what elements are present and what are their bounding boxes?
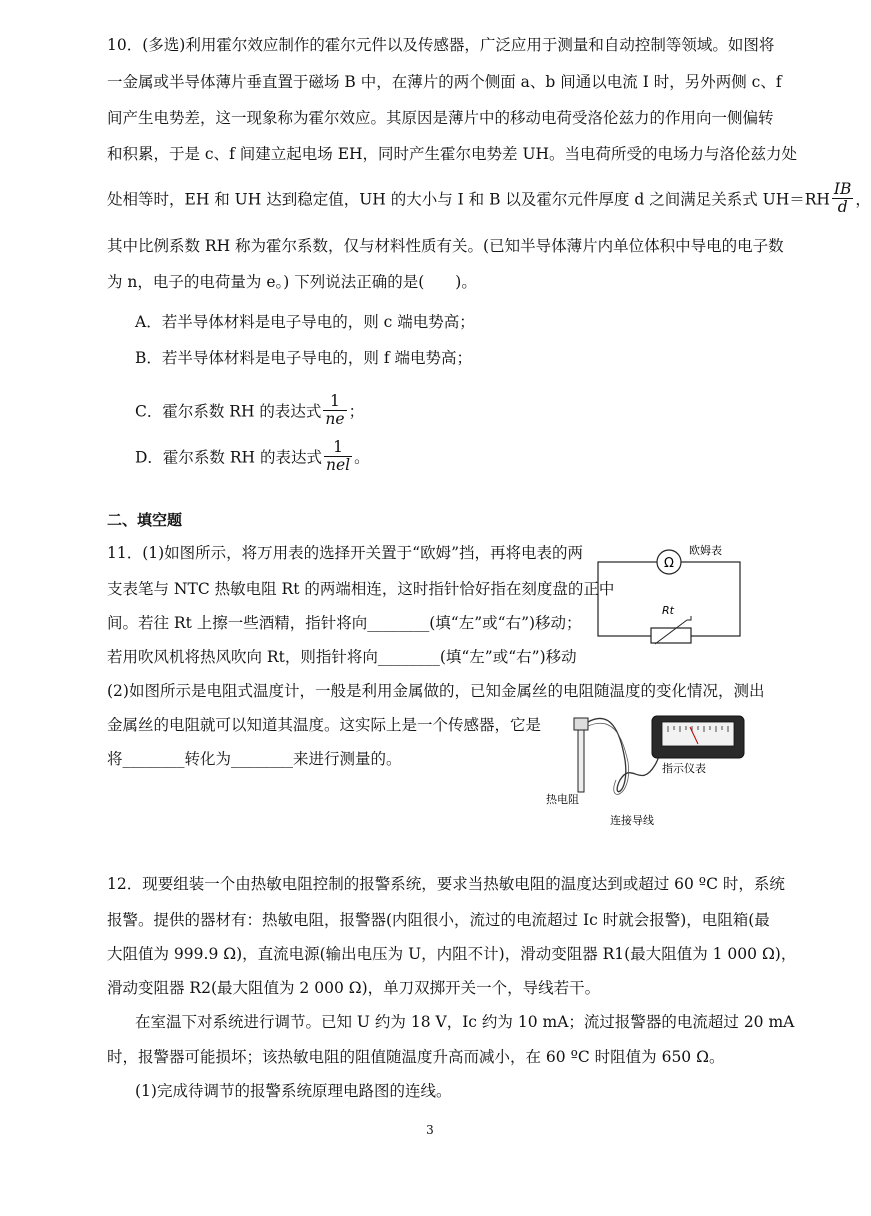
probe-icon xyxy=(578,730,584,792)
q12-line-6: 时，报警器可能损坏；该热敏电阻的阻值随温度升高而减小，在 60 ºC 时阻值为 650 Ω。 xyxy=(107,1048,725,1066)
q10-option-c xyxy=(135,392,785,430)
q11-line-6: 金属丝的电阻就可以知道其温度。这实际上是一个传感器，它是 xyxy=(107,716,542,734)
q10-line-5-end: ， xyxy=(855,190,871,209)
option-c-fraction xyxy=(323,393,346,428)
q11-line-4: 若用吹风机将热风吹向 Rt，则指针将向________(填“左”或“右”)移动 xyxy=(107,648,577,666)
fraction-denominator: nel xyxy=(325,456,351,474)
wire-label: 连接导线 xyxy=(610,814,654,827)
option-c-text: C．霍尔系数 RH 的表达式 xyxy=(135,402,322,421)
q12-line-2: 报警。提供的器材有：热敏电阻，报警器(内阻很小，流过的电流超过 Ic 时就会报警)，电阻箱(最 xyxy=(107,911,770,929)
section-heading: 二、填空题 xyxy=(107,511,183,529)
q12-line-1: 12．现要组装一个由热敏电阻控制的报警系统，要求当热敏电阻的温度达到或超过 60 ºC 时，系统 xyxy=(107,875,785,893)
q10-option-a: A．若半导体材料是电子导电的，则 c 端电势高； xyxy=(135,313,475,331)
q10-line-2: 一金属或半导体薄片垂直置于磁场 B 中，在薄片的两个侧面 a、b 间通以电流 I 时，另外两侧 c、f xyxy=(107,73,782,91)
fraction-numerator: IB xyxy=(833,180,852,198)
q12-line-3: 大阻值为 999.9 Ω)，直流电源(输出电压为 U，内阻不计)，滑动变阻器 R1(最大阻值为 1 000 Ω)， xyxy=(107,945,797,963)
fraction-numerator: 1 xyxy=(323,393,346,411)
q10-line-5-text: 处相等时，EH 和 UH 达到稳定值，UH 的大小与 I 和 B 以及霍尔元件厚度 d 之间满足关系式 UH＝RH xyxy=(107,190,830,209)
q10-option-b: B．若半导体材料是电子导电的，则 f 端电势高； xyxy=(135,349,472,367)
q12-line-5: 在室温下对系统进行调节。已知 U 约为 18 V，Ic 约为 10 mA；流过报警器的电流超过 20 mA xyxy=(135,1013,795,1031)
ohmmeter-label: 欧姆表 xyxy=(689,544,722,557)
thermistor-icon xyxy=(651,628,691,643)
q10-option-d xyxy=(135,438,785,476)
q10-line-6: 其中比例系数 RH 称为霍尔系数，仅与材料性质有关。(已知半导体薄片内单位体积中导电的电子数 xyxy=(107,237,784,255)
q10-line-5 xyxy=(107,180,871,218)
q11-line-3: 间。若往 Rt 上擦一些酒精，指针将向________(填“左”或“右”)移动； xyxy=(107,614,582,632)
option-d-end: 。 xyxy=(354,448,370,467)
q11-line-2: 支表笔与 NTC 热敏电阻 Rt 的两端相连，这时指针恰好指在刻度盘的正中 xyxy=(107,580,615,598)
q11-line-7: 将________转化为________来进行测量的。 xyxy=(107,750,402,768)
q11-line-5: (2)如图所示是电阻式温度计，一般是利用金属做的，已知金属丝的电阻随温度的变化情况，测出 xyxy=(107,682,765,700)
hall-formula-fraction xyxy=(832,181,854,216)
fraction-numerator: 1 xyxy=(324,439,352,457)
resistance-thermometer-figure xyxy=(540,700,750,830)
option-d-fraction xyxy=(324,439,352,474)
page-number: 3 xyxy=(426,1123,434,1137)
thermistor-label: Rt xyxy=(662,604,674,617)
instrument-label: 指示仪表 xyxy=(662,762,706,775)
q12-line-4: 滑动变阻器 R2(最大阻值为 2 000 Ω)，单刀双掷开关一个，导线若干。 xyxy=(107,979,601,997)
fraction-denominator: ne xyxy=(325,410,345,428)
q11-line-1: 11．(1)如图所示，将万用表的选择开关置于“欧姆”挡，再将电表的两 xyxy=(107,544,584,562)
q10-line-4: 和积累，于是 c、f 间建立起电场 EH，同时产生霍尔电势差 UH。当电荷所受的电场力与洛伦兹力处 xyxy=(107,145,798,163)
ohmmeter-circuit-figure xyxy=(595,540,745,642)
probe-label: 热电阻 xyxy=(546,793,579,806)
option-d-text: D．霍尔系数 RH 的表达式 xyxy=(135,448,322,467)
fraction-denominator: d xyxy=(837,198,848,216)
q12-line-7: (1)完成待调节的报警系统原理电路图的连线。 xyxy=(135,1082,452,1100)
ohmmeter-symbol: Ω xyxy=(664,556,674,571)
q10-line-3: 间产生电势差，这一现象称为霍尔效应。其原因是薄片中的移动电荷受洛伦兹力的作用向一侧偏转 xyxy=(107,109,774,127)
q10-line-1: 10．(多选)利用霍尔效应制作的霍尔元件以及传感器，广泛应用于测量和自动控制等领域。如图将 xyxy=(107,36,775,54)
option-c-end: ； xyxy=(348,402,365,421)
q10-line-7: 为 n，电子的电荷量为 e。) 下列说法正确的是( )。 xyxy=(107,273,477,291)
